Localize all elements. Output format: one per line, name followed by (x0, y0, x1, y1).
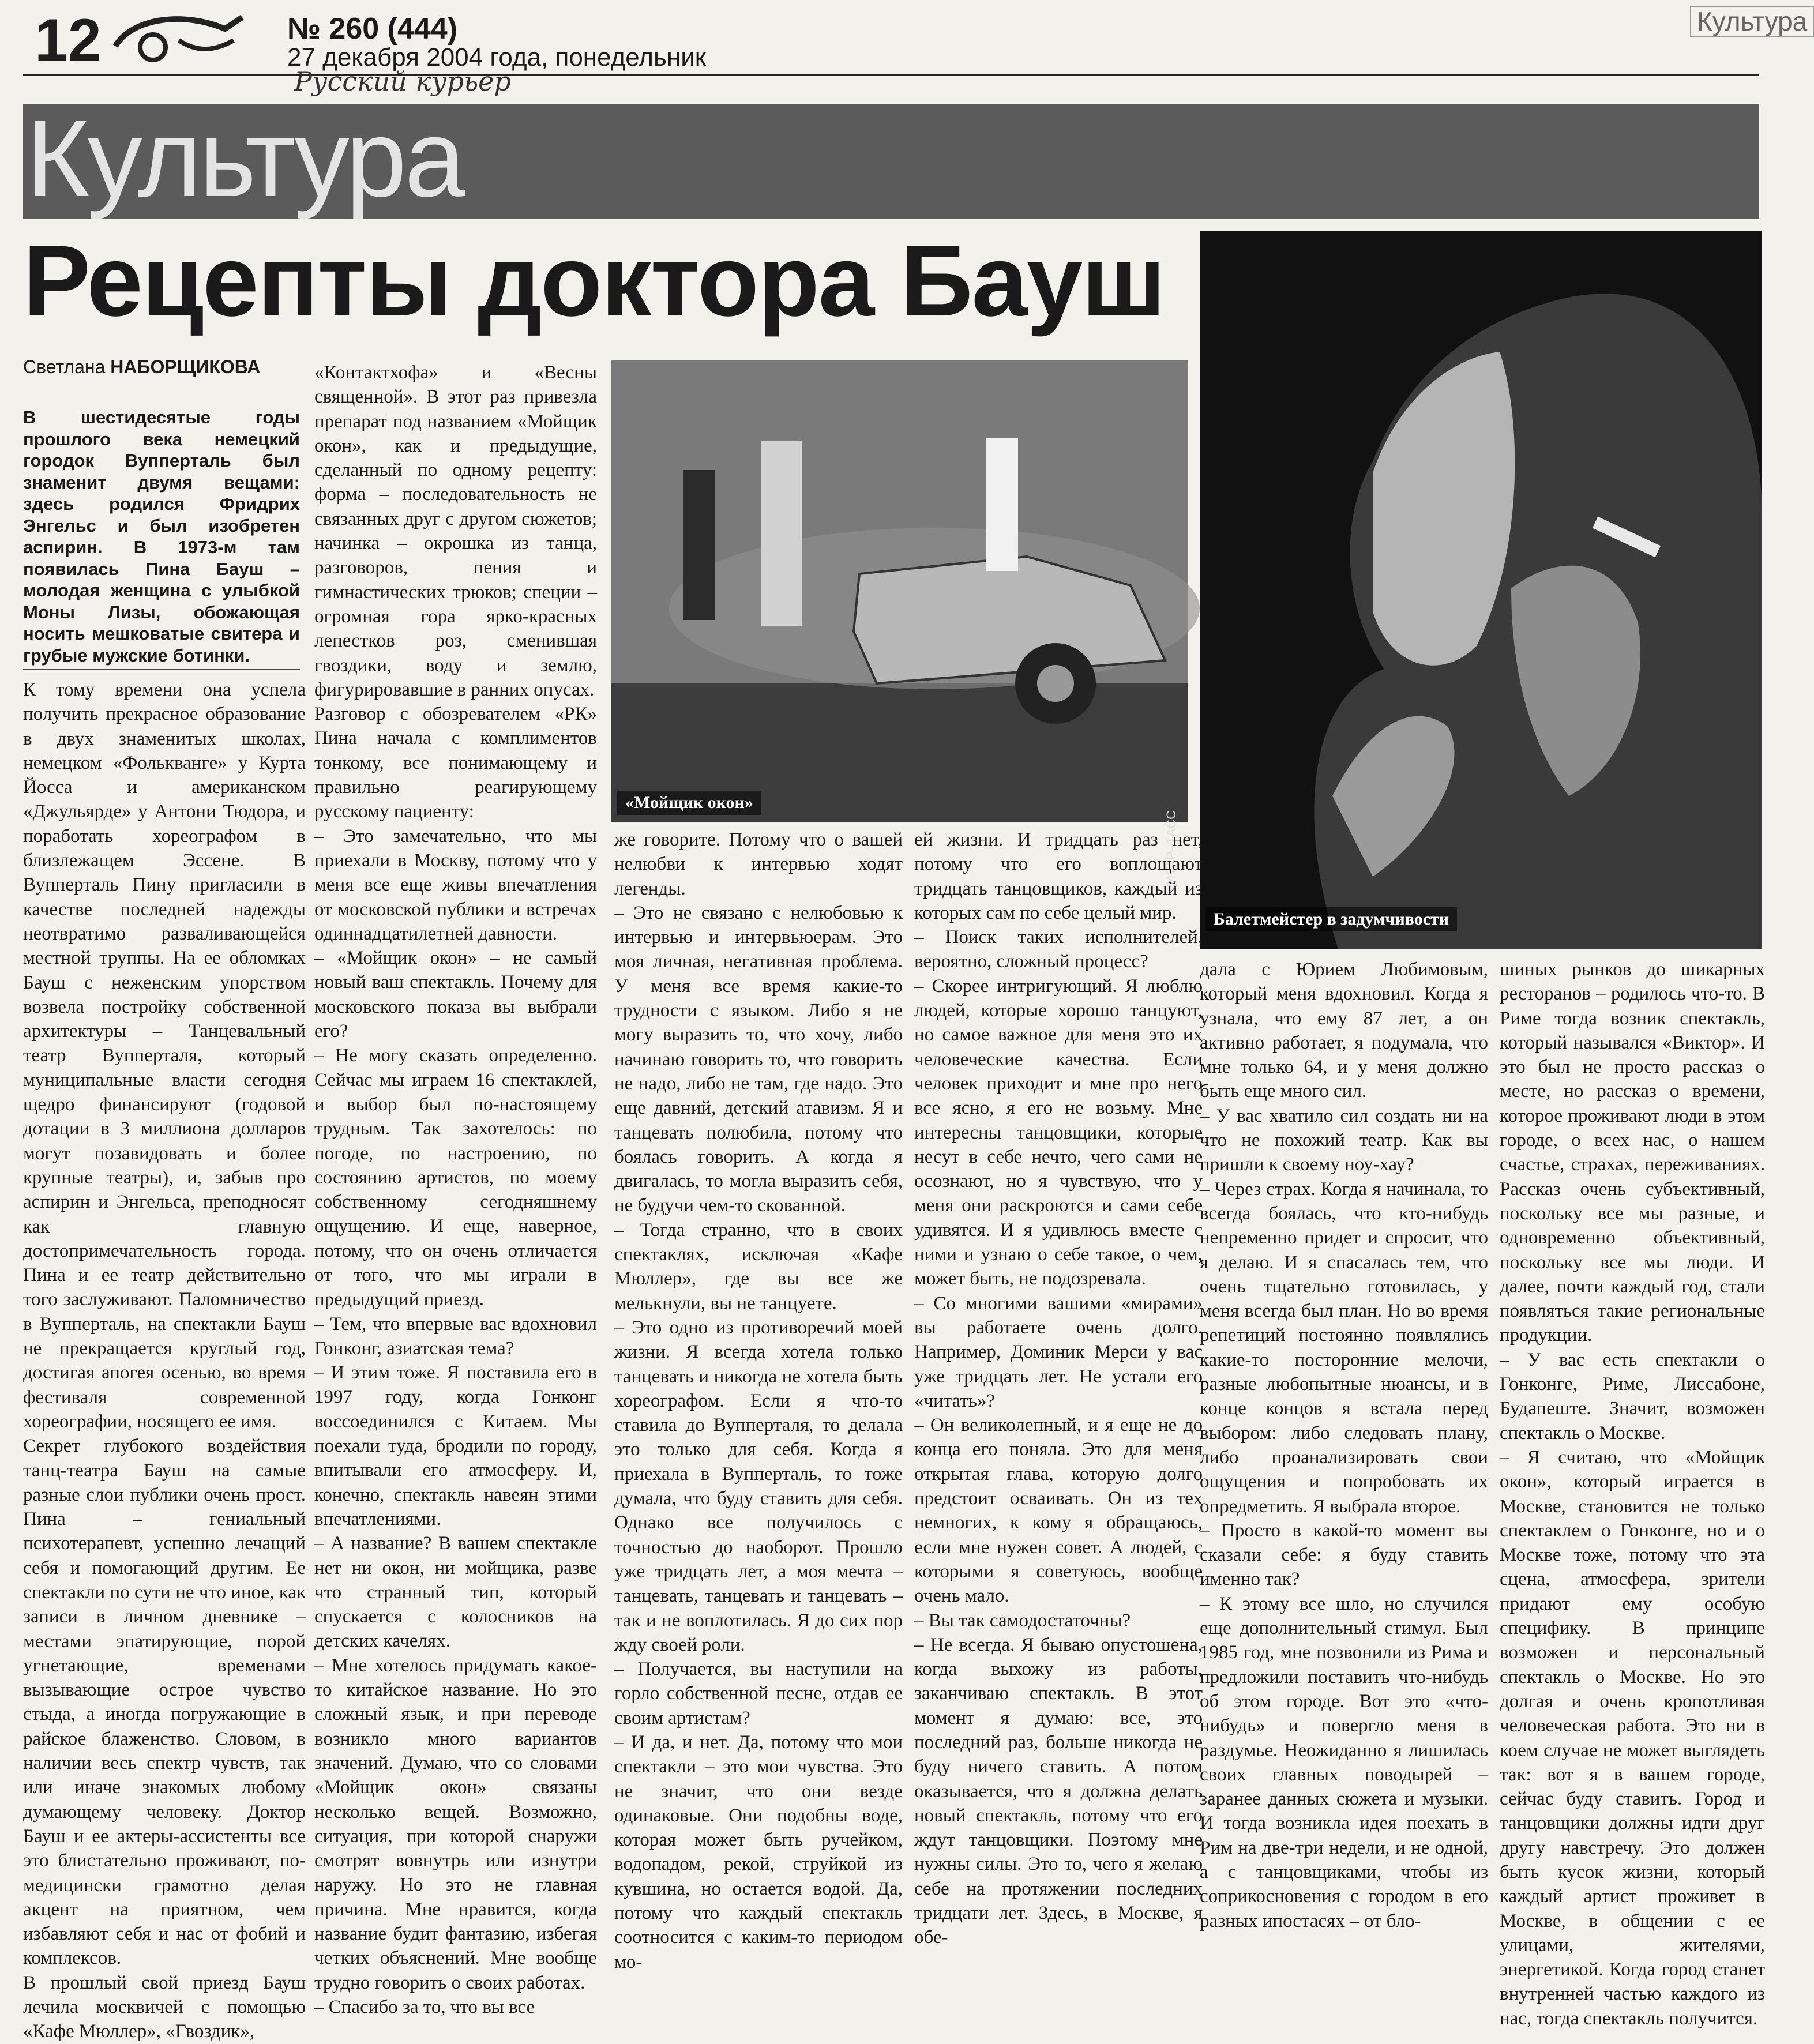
header-divider (23, 74, 1759, 76)
scene-illustration (611, 360, 1188, 822)
page-number: 12 (35, 7, 102, 74)
article-headline: Рецепты доктора Бауш (23, 225, 1165, 337)
article-column-6: шиных рынков до шикарных ресторанов – родилось что-то. В Риме тогда возник спектакль, который назывался «Виктор». И это был не просто рассказ о месте, но рассказ о времени, которое проживают люди в этом городе, о всех нас, о нашем счастье, страхах, переживаниях. Рассказ очень субъективный, поскольку все мы разные, и одновременно объективный, поскольку все мы люди. И далее, почти каждый год, стали появляться такие региональные продукции. – У вас есть спектакли о Гонконге, Риме, Лиссабоне, Будапеште. Значит, возможен спектакль о Москве. – Я считаю, что «Мойщик окон», который играется в Москве, становится не только спектаклем о Гонконге, но и о Москве тоже, потому что эта сцена, атмосфера, зрители придают ему особую специфику. В принципе возможен и персональный спектакль о Москве. Но это долгая и очень кропотливая человеческая работа. Это ни в коем случае не может выглядеть так: вот я в вашем городе, сейчас буду ставить. Город и танцовщики должны идти друг другу навстречу. Это должен быть кусок жизни, который каждый артист проживет в Москве, в общении с ее улицами, жителями, энергетикой. Когда город станет внутренней частью каждого из нас, тогда спектакль получится. (1500, 959, 1765, 2029)
article-column-2: «Контактхофа» и «Весны священной». В этот раз привезла препарат под названием «Мойщик окон», как и предыдущие, сделанный по одному рецепту: форма – последовательность не связанных друг с другом сюжетов; начинка – окрошка из танца, разговоров, пения и гимнастических трюков; специи – огромная гора ярко-красных лепестков роз, сменившая гвоздики, воду и землю, фигурировавшие в ранних опусах. Разговор с обозревателем «РК» Пина начала с комплиментов тонкому, все понимающему и правильно реагирующему русскому пациенту: – Это замечательно, что мы приехали в Москву, потому что у меня все еще живы впечатления от московской публики и встречах одиннадцатилетней давности. – «Мойщик окон» – не самый новый ваш спектакль. Почему для московского показа вы выбрали его? – Не могу сказать определенно. Сейчас мы играем 16 спектаклей, и выбор был по-настоящему трудным. Так захотелось: по погоде, по настроению, по состоянию артистов, по моему собственному сегодняшнему ощущению. И еще, наверное, потому, что он очень отличается от того, что мы играли в предыдущий приезд. – Тем, что впервые вас вдохновил Гонконг, азиатская тема? – И этим тоже. Я поставила его в 1997 году, когда Гонконг воссоединился с Китаем. Мы поехали туда, бродили по городу, впитывали его атмосферу. И, конечно, спектакль навеян этими впечатлениями. – А название? В вашем спектакле нет ни окон, ни мойщика, разве что странный тип, который спускается с колосников на детских качелях. – Мне хотелось придумать какое-то китайское название. Но это сложный язык, и при переводе возникло много вариантов значений. Думаю, что со словами «Мойщик окон» связаны несколько вещей. Возможно, ситуация, при которой снаружи смотрят вовнутрь или изнутри наружу. Но это не главная причина. Мне нравится, когда название будит фантазию, избегая четких объяснений. Мне вообще трудно говорить о своих работах. – Спасибо за то, что вы все (314, 362, 597, 2017)
article-column-5: дала с Юрием Любимовым, который меня вдохновил. Когда я узнала, что ему 87 лет, а он активно работает, я подумала, что мне только 64, и у меня должно быть еще много сил. – У вас хватило сил создать ни на что не похожий театр. Как вы пришли к своему ноу-хау? – Через страх. Когда я начинала, то всегда боялась, что кто-нибудь непременно придет и спросит, что я делаю. И я спасалась тем, что очень тщательно готовилась, у меня всегда был план. Но во время репетиций постоянно появлялись какие-то посторонние мелочи, разные любопытные нюансы, и в конце концов я встала перед выбором: либо следовать плану, либо проанализировать свои ощущения и попробовать их опредметить. Я выбрала второе. – Просто в какой-то момент вы сказали себе: я буду ставить именно так? – К этому все шло, но случился еще дополнительный стимул. Был 1985 год, мне позвонили из Рима и предложили поставить что-нибудь об этом городе. Вот это «что-нибудь» и повергло меня в раздумье. Неожиданно я лишилась своих главных поводырей – заранее данных сюжета и музыки. И тогда возникла идея поехать в Рим на две-три недели, и не одной, а с танцовщиками, чтобы из соприкосновения с городом в его разных ипостасях – от бло- (1200, 959, 1488, 1932)
photo-caption-portrait: Балетмейстер в задумчивости (1205, 907, 1457, 931)
byline (23, 358, 260, 376)
photo-window-washer-scene (611, 360, 1188, 885)
lead-divider (23, 669, 300, 670)
photo-portrait-choreographer (1200, 231, 1762, 949)
lead-paragraph: В шестидесятые годы прошлого века немецкий городок Вупперталь был знаменит двумя вещами: здесь родился Фридрих Энгельс и был изобретен аспирин. В 1973-м там появилась Пина Бауш – молодая женщина с улыбкой Моны Лизы, обожающая носить мешковатые свитера и грубые мужские ботинки. (23, 407, 300, 666)
photo-caption-window-washer: «Мойщик окон» (617, 791, 761, 815)
section-title: Культура (26, 97, 463, 220)
portrait-illustration (1200, 231, 1762, 949)
issue-number: № 260 (444) (287, 12, 458, 46)
right-edge-section-label: Культура (1690, 6, 1814, 37)
article-column-4: ей жизни. И тридцать раз нет, потому что его воплощают тридцать танцовщиков, каждый из которых сам по себе целый мир. – Поиск таких исполнителей, вероятно, сложный процесс? – Скорее интригующий. Я люблю людей, которые хорошо танцуют, но самое важное для меня это их человеческие качества. Если человек приходит и мне про него все ясно, я его не возьму. Мне интересны танцовщики, которые несут в себе нечто, чего сами не осознают, но я чувствую, что у меня они раскроются и сами себе удивятся. И я удивлюсь вместе с ними и узнаю о себе такое, о чем, может быть, не подозревала. – Со многими вашими «мирами» вы работаете очень долго. Например, Доминик Мерси у вас уже тридцать лет. Не устали его «читать»? – Он великолепный, и я еще не до конца его поняла. Это для меня открытая глава, которую долго предстоит осваивать. Он из тех немногих, к кому я обращаюсь, если мне нужен совет. А людей, с которыми я советуюсь, вообще очень мало. – Вы так самодостаточны? – Не всегда. Я бываю опустошена, когда выхожу из работы, заканчиваю спектакль. В этот момент я думаю: все, это последний раз, больше никогда не буду ничего ставить. А потом оказывается, что я должна делать новый спектакль, потому что его ждут танцовщики. Поэтому мне нужны силы. Это то, чего я желаю себе на протяжении последних тридцати лет. Здесь, в Москве, я обе- (914, 829, 1203, 1948)
author-last-name: НАБОРЩИКОВА (110, 356, 261, 377)
article-column-1: К тому времени она успела получить прекрасное образование в двух знаменитых школах, немецком «Фолькванге» у Курта Йосса и американском «Джульярде» у Антони Тюдора, и поработать хореографом в близлежащем Эссене. В Вупперталь Пину пригласили в качестве последней надежды неотвратимо разваливающейся местной труппы. На ее обломках Бауш с неженским упорством возвела постройку собственной архитектуры – Танцевальный театр Вупперталя, который муниципальные власти сегодня щедро финансируют (годовой дотации в 3 миллиона долларов могут позавидовать и более крупные театры), и, забыв про аспирин и Энгельса, преподносят как главную достопримечательность города. Пина и ее театр действительно того заслуживают. Паломничество в Вупперталь, на спектакли Бауш не прекращается круглый год, достигая апогея осенью, во время фестиваля современной хореографии, носящего ее имя. Секрет глубокого воздействия танц-театра Бауш на самые разные слои публики очень прост. Пина – гениальный психотерапевт, успешно лечащий себя и помогающий другим. Ее спектакли по сути не что иное, как записи в личном дневнике – местами эпатирующие, порой угнетающие, временами вызывающие острое чувство стыда, а иногда погружающие в райское блаженство. Словом, в наличии весь спектр чувств, так или иначе знакомых любому думающему человеку. Доктор Бауш и ее актеры-ассистенты все это блистательно проживают, по-медицински грамотно делая акцент на приятном, чем избавляют себя и нас от фобий и комплексов. В прошлый свой приезд Бауш лечила москвичей с помощью «Кафе Мюллер», «Гвоздик», (23, 679, 306, 2042)
handwritten-note: Русский курьер (294, 66, 511, 97)
newspaper-logo-icon (110, 6, 248, 75)
article-column-3: же говорите. Потому что о вашей нелюбви к интервью ходят легенды. – Это не связано с нелюбовью к интервью и интервьюерам. Это моя личная, негативная проблема. У меня все время какие-то трудности с языком. Либо я не могу выразить то, что хочу, либо начинаю говорить то, что говорить не надо, либо не там, где надо. Это еще давний, детский атавизм. Я и танцевать полюбила, потому что боялась говорить. А когда я двигалась, то могла выразить себя, не будучи чем-то скованной. – Тогда странно, что в своих спектаклях, исключая «Кафе Мюллер», где вы все же мелькнули, вы не танцуете. – Это одно из противоречий моей жизни. Я всегда хотела только танцевать и никогда не хотела быть хореографом. Если я что-то ставила до Вупперталя, то делала это только для себя. Когда я приехала в Вупперталь, то тоже думала, что буду ставить для себя. Однако все получилось с точностью до наоборот. Прошло уже тридцать лет, а моя мечта – танцевать, танцевать и танцевать – так и не воплотилась. Я до сих пор жду своей роли. – Получается, вы наступили на горло собственной песне, отдав ее своим артистам? – И да, и нет. Да, потому что мои спектакли – это мои чувства. Это не значит, что они везде одинаковые. Они подобны воде, которая может быть ручейком, водопадом, рекой, струйкой из кувшина, но остается водой. Да, потому что каждый спектакль соотносится с каким-то периодом мо- (614, 829, 903, 1972)
author-first-name: Светлана (23, 356, 106, 377)
photo-credit: ИТАР–ТАСС (1164, 810, 1178, 885)
issue-date: 27 декабря 2004 года, понедельник (287, 43, 707, 72)
